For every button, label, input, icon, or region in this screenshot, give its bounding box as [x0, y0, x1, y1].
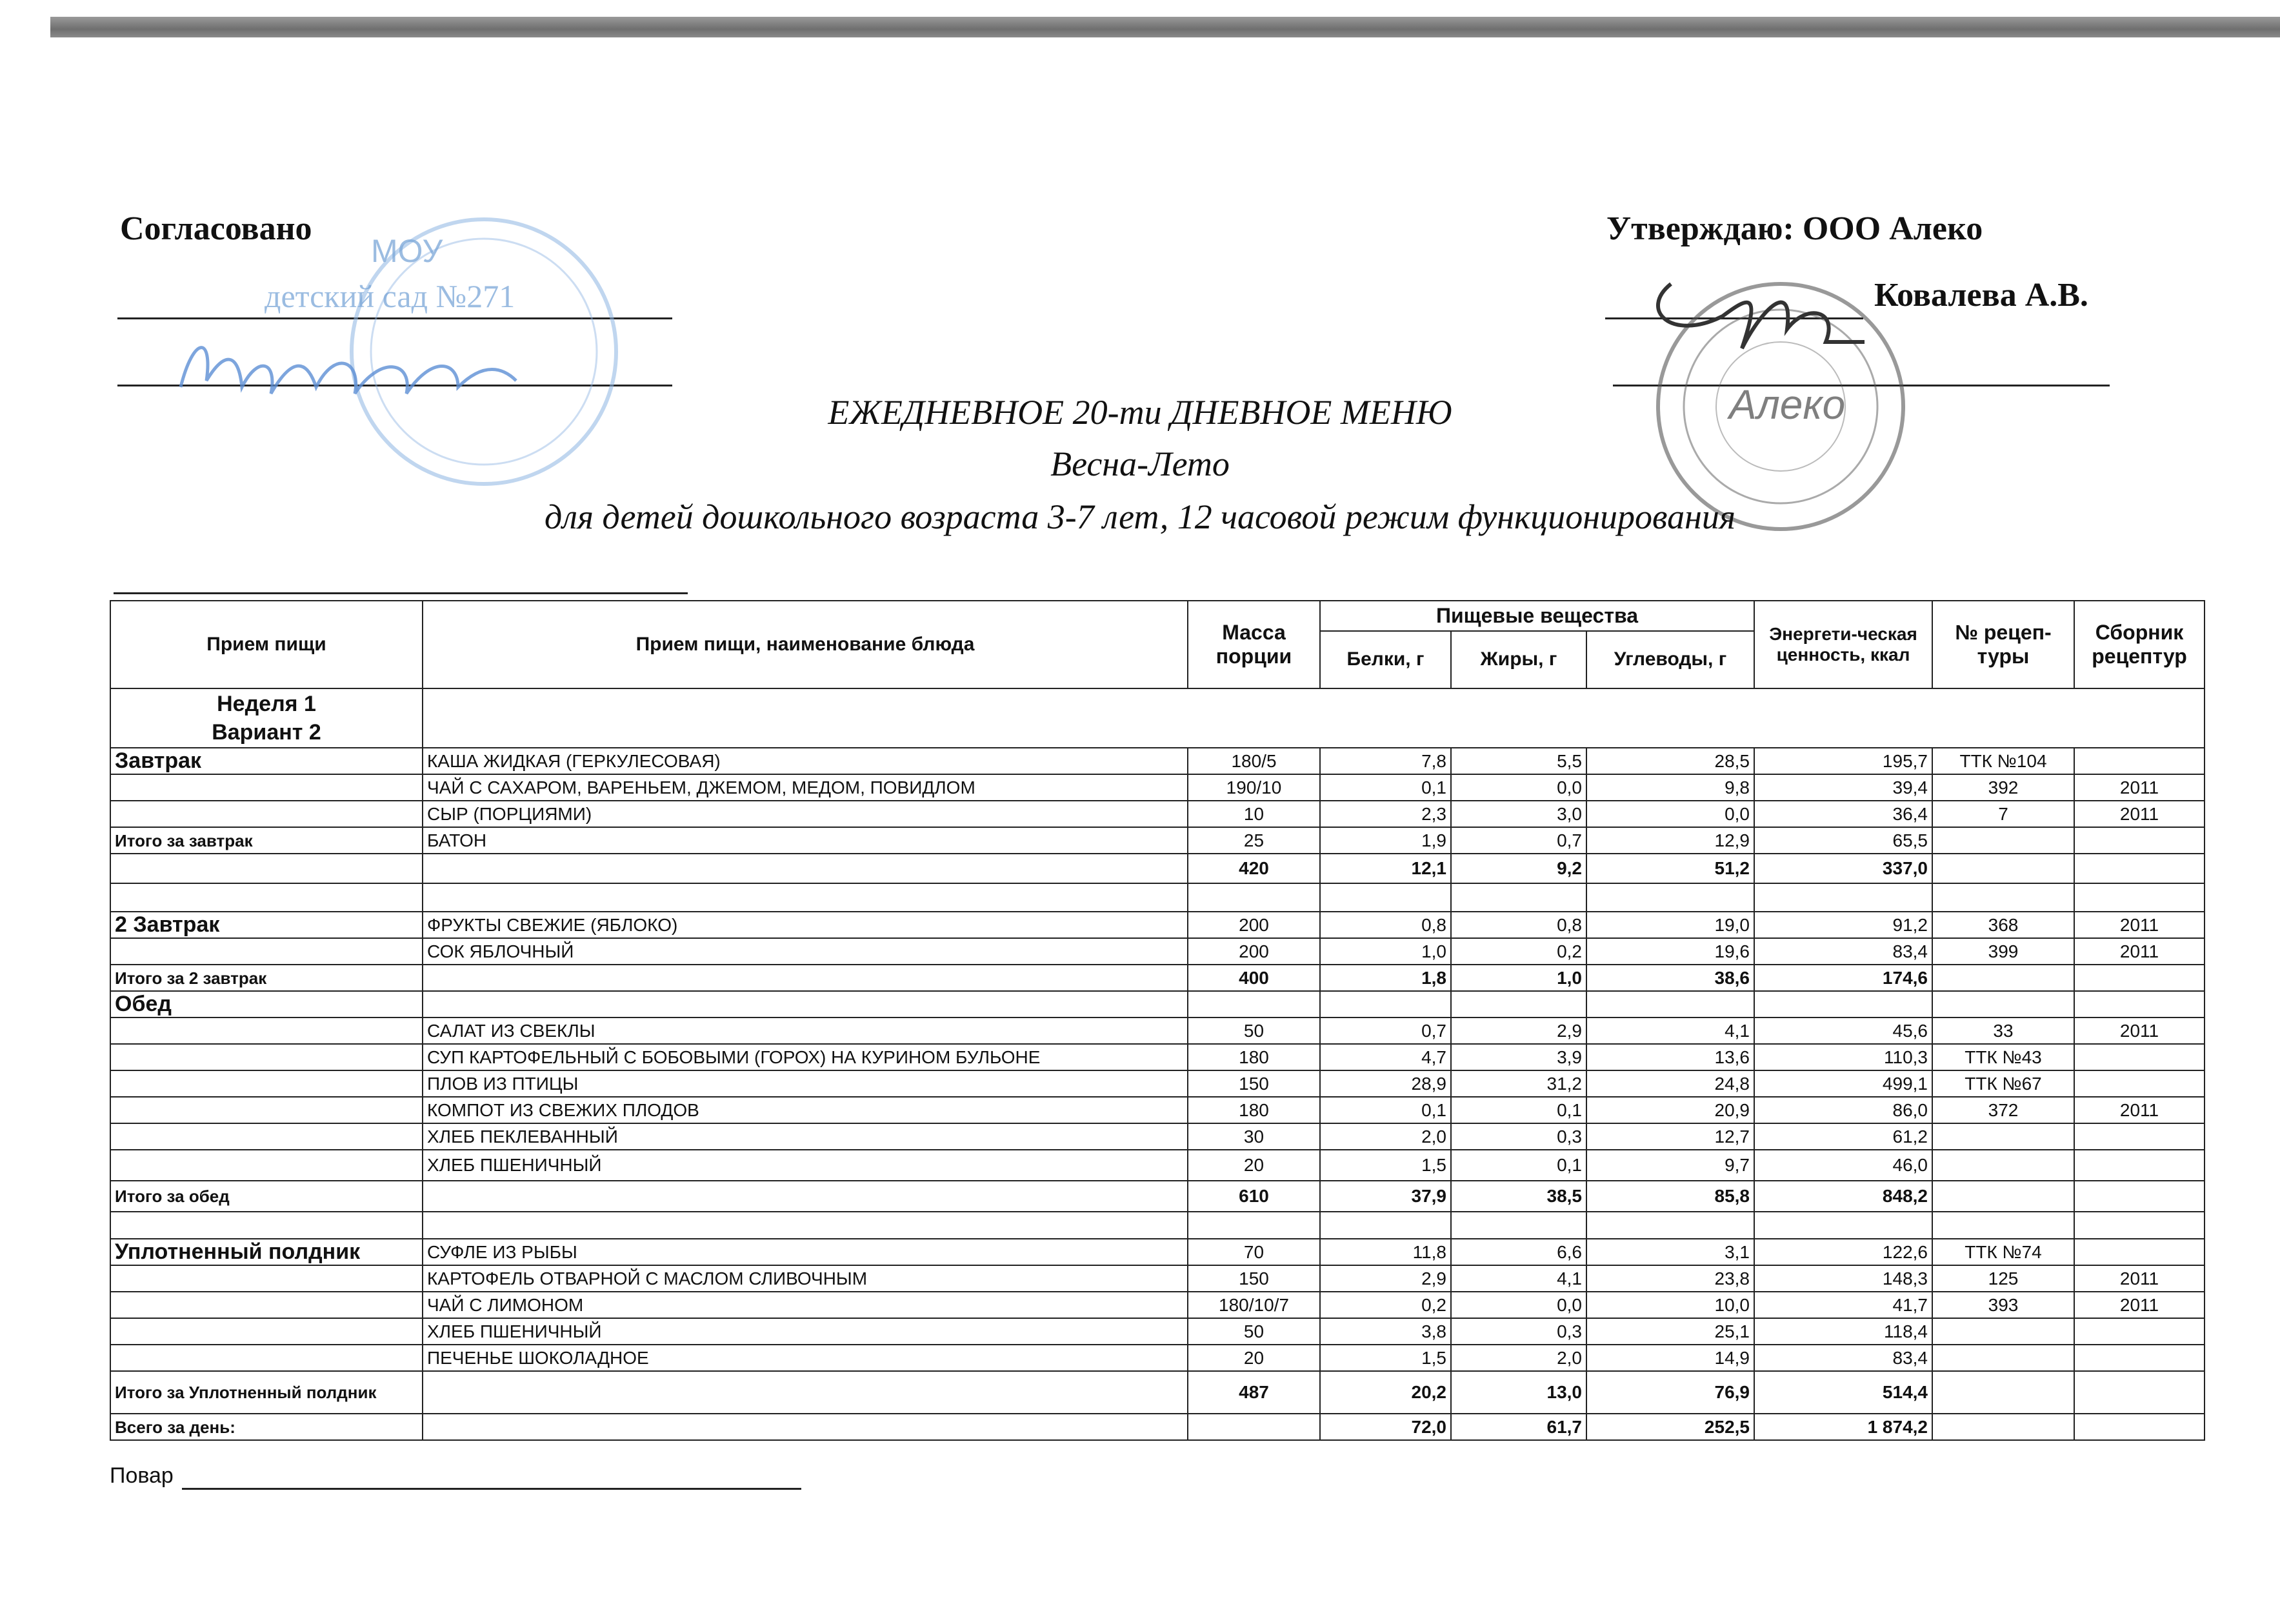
- energy-cell: 46,0: [1754, 1150, 1932, 1181]
- recipe-cell: [1932, 883, 2074, 912]
- energy-cell: 848,2: [1754, 1181, 1932, 1212]
- energy-cell: 148,3: [1754, 1265, 1932, 1292]
- collection-cell: 2011: [2074, 1097, 2205, 1123]
- title-line-1: ЕЖЕДНЕВНОЕ 20-ти ДНЕВНОЕ МЕНЮ: [828, 393, 1452, 432]
- protein-cell: 0,1: [1320, 774, 1451, 801]
- meal-cell: [110, 1345, 423, 1371]
- fat-cell: 0,1: [1451, 1150, 1586, 1181]
- meal-cell: [110, 883, 423, 912]
- fat-cell: 31,2: [1451, 1070, 1586, 1097]
- dish-cell: КОМПОТ ИЗ СВЕЖИХ ПЛОДОВ: [423, 1097, 1188, 1123]
- stamp-text-2: детский сад №271: [265, 278, 515, 314]
- table-row: [110, 1239, 2205, 1265]
- fat-cell: 6,6: [1451, 1239, 1586, 1265]
- protein-cell: 0,7: [1320, 1018, 1451, 1044]
- meal-cell: [110, 1292, 423, 1318]
- carbs-cell: 23,8: [1586, 1265, 1754, 1292]
- meal-cell: Завтрак: [110, 748, 423, 774]
- dish-cell: [423, 883, 1188, 912]
- protein-cell: 0,8: [1320, 912, 1451, 938]
- mass-cell: 400: [1188, 965, 1320, 991]
- underline: [114, 592, 688, 594]
- fat-cell: [1451, 1212, 1586, 1239]
- table-row: [110, 801, 2205, 827]
- collection-cell: [2074, 1212, 2205, 1239]
- header-collection: Сборник рецептур: [2074, 601, 2205, 688]
- mass-cell: 150: [1188, 1265, 1320, 1292]
- protein-cell: [1320, 1212, 1451, 1239]
- table-row: [110, 1345, 2205, 1371]
- recipe-cell: 33: [1932, 1018, 2074, 1044]
- collection-cell: [2074, 1371, 2205, 1414]
- header-meal: Прием пищи: [110, 601, 423, 688]
- protein-cell: 3,8: [1320, 1318, 1451, 1345]
- collection-cell: [2074, 748, 2205, 774]
- energy-cell: 110,3: [1754, 1044, 1932, 1070]
- energy-cell: 65,5: [1754, 827, 1932, 854]
- carbs-cell: 252,5: [1586, 1414, 1754, 1440]
- collection-cell: [2074, 1044, 2205, 1070]
- meal-cell: Итого за завтрак: [110, 827, 423, 854]
- meal-cell: [110, 801, 423, 827]
- protein-cell: [1320, 991, 1451, 1018]
- energy-cell: 83,4: [1754, 1345, 1932, 1371]
- header-fat: Жиры, г: [1451, 631, 1586, 688]
- dish-cell: ПЛОВ ИЗ ПТИЦЫ: [423, 1070, 1188, 1097]
- recipe-cell: 392: [1932, 774, 2074, 801]
- fat-cell: 13,0: [1451, 1371, 1586, 1414]
- header-mass: Масса порции: [1188, 601, 1320, 688]
- week-spacer: [423, 688, 2205, 748]
- week-label: Неделя 1: [217, 692, 316, 716]
- fat-cell: 9,2: [1451, 854, 1586, 883]
- energy-cell: 195,7: [1754, 748, 1932, 774]
- table-row: [110, 1181, 2205, 1212]
- meal-cell: [110, 938, 423, 965]
- protein-cell: 11,8: [1320, 1239, 1451, 1265]
- carbs-cell: 19,0: [1586, 912, 1754, 938]
- carbs-cell: 14,9: [1586, 1345, 1754, 1371]
- energy-cell: 41,7: [1754, 1292, 1932, 1318]
- fat-cell: 0,0: [1451, 774, 1586, 801]
- header-energy: Энергети-ческая ценность, ккал: [1754, 601, 1932, 688]
- energy-cell: 36,4: [1754, 801, 1932, 827]
- energy-cell: 91,2: [1754, 912, 1932, 938]
- dish-cell: КАША ЖИДКАЯ (ГЕРКУЛЕСОВАЯ): [423, 748, 1188, 774]
- collection-cell: [2074, 1345, 2205, 1371]
- carbs-cell: 76,9: [1586, 1371, 1754, 1414]
- carbs-cell: 38,6: [1586, 965, 1754, 991]
- collection-cell: 2011: [2074, 774, 2205, 801]
- header-nutrients: Пищевые вещества: [1320, 601, 1754, 631]
- protein-cell: 1,9: [1320, 827, 1451, 854]
- dish-cell: [423, 1212, 1188, 1239]
- collection-cell: [2074, 1150, 2205, 1181]
- table-row: [110, 1097, 2205, 1123]
- meal-cell: Уплотненный полдник: [110, 1239, 423, 1265]
- recipe-cell: 7: [1932, 801, 2074, 827]
- mass-cell: 30: [1188, 1123, 1320, 1150]
- recipe-cell: 372: [1932, 1097, 2074, 1123]
- energy-cell: [1754, 1212, 1932, 1239]
- meal-cell: Итого за Уплотненный полдник: [110, 1371, 423, 1414]
- collection-cell: [2074, 854, 2205, 883]
- dish-cell: БАТОН: [423, 827, 1188, 854]
- table-row: [110, 1265, 2205, 1292]
- carbs-cell: 12,7: [1586, 1123, 1754, 1150]
- table-row: [110, 748, 2205, 774]
- table-row: [110, 827, 2205, 854]
- table-row: [110, 912, 2205, 938]
- meal-cell: Обед: [110, 991, 423, 1018]
- meal-cell: [110, 1212, 423, 1239]
- mass-cell: 150: [1188, 1070, 1320, 1097]
- energy-cell: 122,6: [1754, 1239, 1932, 1265]
- collection-cell: [2074, 1070, 2205, 1097]
- protein-cell: 20,2: [1320, 1371, 1451, 1414]
- fat-cell: 0,0: [1451, 1292, 1586, 1318]
- meal-cell: [110, 1097, 423, 1123]
- energy-cell: 86,0: [1754, 1097, 1932, 1123]
- meal-cell: [110, 1150, 423, 1181]
- table-row: [110, 854, 2205, 883]
- approved-name: Ковалева А.В.: [1874, 277, 2088, 314]
- mass-cell: 50: [1188, 1318, 1320, 1345]
- mass-cell: [1188, 883, 1320, 912]
- dish-cell: [423, 1414, 1188, 1440]
- mass-cell: 25: [1188, 827, 1320, 854]
- protein-cell: 0,2: [1320, 1292, 1451, 1318]
- collection-cell: [2074, 1414, 2205, 1440]
- energy-cell: [1754, 883, 1932, 912]
- stamp-text-1: МОУ: [371, 233, 443, 269]
- recipe-cell: [1932, 854, 2074, 883]
- mass-cell: [1188, 1212, 1320, 1239]
- collection-cell: [2074, 883, 2205, 912]
- collection-cell: 2011: [2074, 1292, 2205, 1318]
- meal-cell: Итого за обед: [110, 1181, 423, 1212]
- recipe-cell: [1932, 827, 2074, 854]
- carbs-cell: 10,0: [1586, 1292, 1754, 1318]
- agreed-label: Согласовано: [120, 210, 312, 247]
- carbs-cell: 25,1: [1586, 1318, 1754, 1345]
- carbs-cell: 12,9: [1586, 827, 1754, 854]
- collection-cell: [2074, 1239, 2205, 1265]
- table-row: [110, 1044, 2205, 1070]
- protein-cell: 7,8: [1320, 748, 1451, 774]
- fat-cell: 0,2: [1451, 938, 1586, 965]
- collection-cell: 2011: [2074, 801, 2205, 827]
- mass-cell: 20: [1188, 1345, 1320, 1371]
- table-row: [110, 883, 2205, 912]
- protein-cell: 72,0: [1320, 1414, 1451, 1440]
- mass-cell: 200: [1188, 912, 1320, 938]
- header-protein: Белки, г: [1320, 631, 1451, 688]
- table-row: [110, 1212, 2205, 1239]
- recipe-cell: 368: [1932, 912, 2074, 938]
- mass-cell: [1188, 991, 1320, 1018]
- energy-cell: 39,4: [1754, 774, 1932, 801]
- fat-cell: 1,0: [1451, 965, 1586, 991]
- approved-label: Утверждаю: ООО Алеко: [1606, 210, 1983, 247]
- energy-cell: 83,4: [1754, 938, 1932, 965]
- energy-cell: 174,6: [1754, 965, 1932, 991]
- meal-cell: [110, 1265, 423, 1292]
- carbs-cell: 51,2: [1586, 854, 1754, 883]
- fat-cell: 0,7: [1451, 827, 1586, 854]
- fat-cell: 4,1: [1451, 1265, 1586, 1292]
- fat-cell: 0,1: [1451, 1097, 1586, 1123]
- protein-cell: 1,0: [1320, 938, 1451, 965]
- protein-cell: 2,9: [1320, 1265, 1451, 1292]
- header-recipe-no: № рецеп-туры: [1932, 601, 2074, 688]
- carbs-cell: 20,9: [1586, 1097, 1754, 1123]
- meal-cell: [110, 1044, 423, 1070]
- energy-cell: 61,2: [1754, 1123, 1932, 1150]
- energy-cell: [1754, 991, 1932, 1018]
- protein-cell: 1,8: [1320, 965, 1451, 991]
- collection-cell: [2074, 991, 2205, 1018]
- collection-cell: 2011: [2074, 1018, 2205, 1044]
- fat-cell: 5,5: [1451, 748, 1586, 774]
- table-row: [110, 1292, 2205, 1318]
- dish-cell: ФРУКТЫ СВЕЖИЕ (ЯБЛОКО): [423, 912, 1188, 938]
- fat-cell: 3,0: [1451, 801, 1586, 827]
- collection-cell: [2074, 1123, 2205, 1150]
- fat-cell: 38,5: [1451, 1181, 1586, 1212]
- recipe-cell: [1932, 1345, 2074, 1371]
- table-row: [110, 1070, 2205, 1097]
- dish-cell: [423, 1181, 1188, 1212]
- carbs-cell: 85,8: [1586, 1181, 1754, 1212]
- mass-cell: 190/10: [1188, 774, 1320, 801]
- recipe-cell: [1932, 1414, 2074, 1440]
- collection-cell: 2011: [2074, 1265, 2205, 1292]
- meal-cell: [110, 774, 423, 801]
- table-row: [110, 991, 2205, 1018]
- meal-cell: [110, 1318, 423, 1345]
- recipe-cell: [1932, 1123, 2074, 1150]
- mass-cell: 200: [1188, 938, 1320, 965]
- dish-cell: ЧАЙ С ЛИМОНОМ: [423, 1292, 1188, 1318]
- recipe-cell: ТТК №104: [1932, 748, 2074, 774]
- recipe-cell: [1932, 1371, 2074, 1414]
- protein-cell: 2,0: [1320, 1123, 1451, 1150]
- recipe-cell: [1932, 1181, 2074, 1212]
- carbs-cell: [1586, 1212, 1754, 1239]
- carbs-cell: [1586, 883, 1754, 912]
- mass-cell: 487: [1188, 1371, 1320, 1414]
- cook-label: Повар: [110, 1463, 174, 1488]
- protein-cell: 1,5: [1320, 1345, 1451, 1371]
- table-row: [110, 938, 2205, 965]
- protein-cell: [1320, 883, 1451, 912]
- protein-cell: 2,3: [1320, 801, 1451, 827]
- carbs-cell: 4,1: [1586, 1018, 1754, 1044]
- carbs-cell: [1586, 991, 1754, 1018]
- protein-cell: 28,9: [1320, 1070, 1451, 1097]
- table-row: [110, 1318, 2205, 1345]
- recipe-cell: [1932, 1318, 2074, 1345]
- mass-cell: 50: [1188, 1018, 1320, 1044]
- dish-cell: СУФЛЕ ИЗ РЫБЫ: [423, 1239, 1188, 1265]
- fat-cell: [1451, 883, 1586, 912]
- dish-cell: СЫР (ПОРЦИЯМИ): [423, 801, 1188, 827]
- collection-cell: [2074, 827, 2205, 854]
- carbs-cell: 19,6: [1586, 938, 1754, 965]
- table-row: [110, 1150, 2205, 1181]
- variant-label: Вариант 2: [212, 720, 321, 745]
- energy-cell: 1 874,2: [1754, 1414, 1932, 1440]
- header-dish: Прием пищи, наименование блюда: [423, 601, 1188, 688]
- dish-cell: [423, 991, 1188, 1018]
- energy-cell: 45,6: [1754, 1018, 1932, 1044]
- fat-cell: 3,9: [1451, 1044, 1586, 1070]
- mass-cell: 180/5: [1188, 748, 1320, 774]
- energy-cell: 514,4: [1754, 1371, 1932, 1414]
- dish-cell: [423, 1371, 1188, 1414]
- dish-cell: КАРТОФЕЛЬ ОТВАРНОЙ С МАСЛОМ СЛИВОЧНЫМ: [423, 1265, 1188, 1292]
- fat-cell: 2,9: [1451, 1018, 1586, 1044]
- company-stamp-text: Алеко: [1729, 381, 1846, 428]
- mass-cell: 420: [1188, 854, 1320, 883]
- week-variant-cell: [110, 688, 423, 748]
- recipe-cell: ТТК №67: [1932, 1070, 2074, 1097]
- title-line-2: Весна-Лето: [1050, 445, 1230, 483]
- carbs-cell: 24,8: [1586, 1070, 1754, 1097]
- carbs-cell: 0,0: [1586, 801, 1754, 827]
- meal-cell: 2 Завтрак: [110, 912, 423, 938]
- protein-cell: 37,9: [1320, 1181, 1451, 1212]
- mass-cell: 70: [1188, 1239, 1320, 1265]
- table-row: [110, 965, 2205, 991]
- mass-cell: 180: [1188, 1097, 1320, 1123]
- recipe-cell: [1932, 991, 2074, 1018]
- protein-cell: 4,7: [1320, 1044, 1451, 1070]
- menu-table: [110, 600, 2205, 1441]
- dish-cell: [423, 854, 1188, 883]
- carbs-cell: 3,1: [1586, 1239, 1754, 1265]
- fat-cell: 61,7: [1451, 1414, 1586, 1440]
- table-row: [110, 1018, 2205, 1044]
- mass-cell: 10: [1188, 801, 1320, 827]
- meal-cell: Итого за 2 завтрак: [110, 965, 423, 991]
- recipe-cell: ТТК №74: [1932, 1239, 2074, 1265]
- fat-cell: 2,0: [1451, 1345, 1586, 1371]
- table-row: [110, 1371, 2205, 1414]
- fat-cell: 0,8: [1451, 912, 1586, 938]
- protein-cell: 12,1: [1320, 854, 1451, 883]
- recipe-cell: [1932, 1212, 2074, 1239]
- dish-cell: ХЛЕБ ПШЕНИЧНЫЙ: [423, 1318, 1188, 1345]
- carbs-cell: 28,5: [1586, 748, 1754, 774]
- energy-cell: 499,1: [1754, 1070, 1932, 1097]
- dish-cell: ХЛЕБ ПШЕНИЧНЫЙ: [423, 1150, 1188, 1181]
- fat-cell: 0,3: [1451, 1318, 1586, 1345]
- protein-cell: 0,1: [1320, 1097, 1451, 1123]
- dish-cell: САЛАТ ИЗ СВЕКЛЫ: [423, 1018, 1188, 1044]
- scan-top-edge: [50, 17, 2280, 37]
- carbs-cell: 13,6: [1586, 1044, 1754, 1070]
- header-carbs: Углеводы, г: [1586, 631, 1754, 688]
- mass-cell: 180/10/7: [1188, 1292, 1320, 1318]
- title-line-3: для детей дошкольного возраста 3-7 лет, 12 часовой режим функционирования: [545, 497, 1735, 536]
- dish-cell: ЧАЙ С САХАРОМ, ВАРЕНЬЕМ, ДЖЕМОМ, МЕДОМ, ПОВИДЛОМ: [423, 774, 1188, 801]
- dish-cell: ПЕЧЕНЬЕ ШОКОЛАДНОЕ: [423, 1345, 1188, 1371]
- protein-cell: 1,5: [1320, 1150, 1451, 1181]
- cook-signature-line: [182, 1488, 801, 1490]
- energy-cell: 118,4: [1754, 1318, 1932, 1345]
- dish-cell: СУП КАРТОФЕЛЬНЫЙ С БОБОВЫМИ (ГОРОХ) НА КУРИНОМ БУЛЬОНЕ: [423, 1044, 1188, 1070]
- mass-cell: 180: [1188, 1044, 1320, 1070]
- mass-cell: 20: [1188, 1150, 1320, 1181]
- meal-cell: [110, 854, 423, 883]
- meal-cell: [110, 1018, 423, 1044]
- collection-cell: [2074, 1181, 2205, 1212]
- meal-cell: [110, 1123, 423, 1150]
- fat-cell: 0,3: [1451, 1123, 1586, 1150]
- recipe-cell: [1932, 965, 2074, 991]
- collection-cell: 2011: [2074, 912, 2205, 938]
- table-row: [110, 1414, 2205, 1440]
- recipe-cell: [1932, 1150, 2074, 1181]
- recipe-cell: 125: [1932, 1265, 2074, 1292]
- collection-cell: [2074, 965, 2205, 991]
- recipe-cell: ТТК №43: [1932, 1044, 2074, 1070]
- recipe-cell: 393: [1932, 1292, 2074, 1318]
- collection-cell: 2011: [2074, 938, 2205, 965]
- dish-cell: СОК ЯБЛОЧНЫЙ: [423, 938, 1188, 965]
- fat-cell: [1451, 991, 1586, 1018]
- table-row: [110, 1123, 2205, 1150]
- carbs-cell: 9,8: [1586, 774, 1754, 801]
- recipe-cell: 399: [1932, 938, 2074, 965]
- collection-cell: [2074, 1318, 2205, 1345]
- mass-cell: 610: [1188, 1181, 1320, 1212]
- energy-cell: 337,0: [1754, 854, 1932, 883]
- carbs-cell: 9,7: [1586, 1150, 1754, 1181]
- dish-cell: [423, 965, 1188, 991]
- meal-cell: [110, 1070, 423, 1097]
- table-row: [110, 774, 2205, 801]
- meal-cell: Всего за день:: [110, 1414, 423, 1440]
- dish-cell: ХЛЕБ ПЕКЛЕВАННЫЙ: [423, 1123, 1188, 1150]
- mass-cell: [1188, 1414, 1320, 1440]
